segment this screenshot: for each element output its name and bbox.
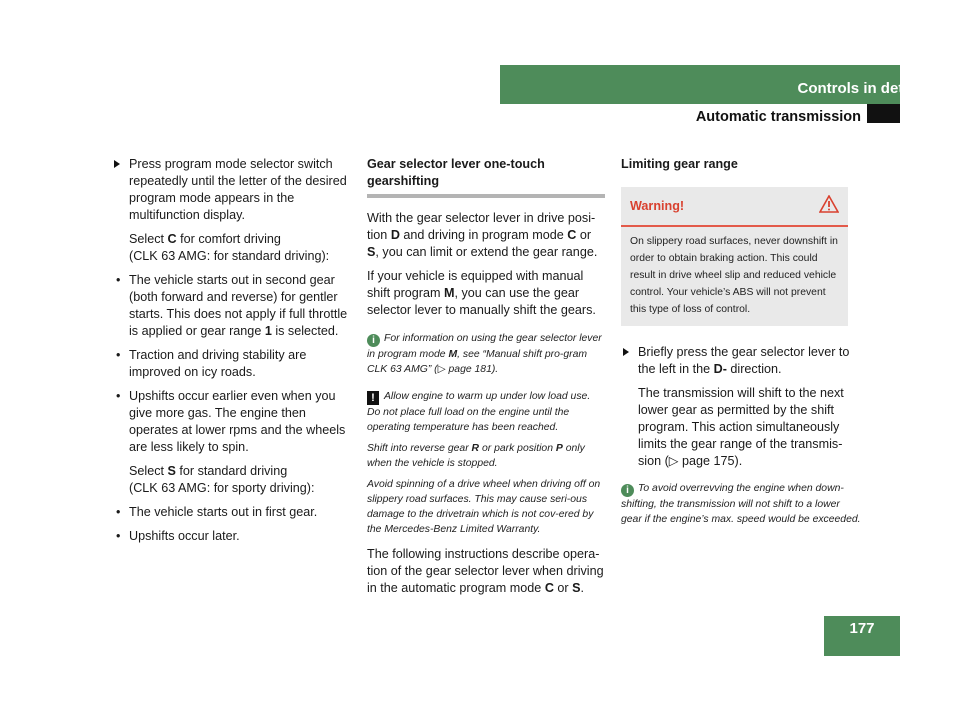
section-title: Controls in detail	[797, 80, 920, 97]
warning-box	[621, 187, 848, 326]
column-3	[621, 156, 861, 533]
paragraph: If your vehicle is equipped with manual shift program M, you can use the gear selector lever to manually shift the gears.	[367, 269, 596, 317]
list-item: • Upshifts occur later.	[116, 529, 240, 543]
info-icon: i	[367, 334, 380, 347]
warning-triangle-icon	[819, 195, 839, 213]
paragraph: The transmission will shift to the next lower gear as permitted by the shift program. This action simultaneously limits the gear range of the transmis-sion (▷ page 175).	[638, 386, 844, 468]
page-number: 177	[824, 616, 900, 656]
column-1	[112, 156, 352, 552]
subsection-title: Automatic transmission	[695, 109, 861, 125]
select-c-line: Select C for comfort driving (CLK 63 AMG: for standard driving):	[129, 232, 330, 263]
select-s-line: Select S for standard driving (CLK 63 AMG: for sporty driving):	[129, 464, 315, 495]
step-limit-gear: Briefly press the gear selector lever to the left in the D- direction.	[621, 344, 861, 378]
step-select-program: Press program mode selector switch repeatedly until the letter of the desired program mode appears in the multifunction display.	[112, 156, 352, 224]
exclamation-icon: !	[367, 391, 379, 405]
heading-rule	[367, 194, 605, 198]
paragraph: The following instructions describe opera-tion of the gear selector lever when driving in the automatic program mode C or S.	[367, 547, 604, 595]
list-item: • The vehicle starts out in second gear (both forward and reverse) for gentler starts. This does not apply if full throttle is applied or gear range 1 is selected.	[116, 273, 348, 338]
warning-title: Warning!	[630, 199, 685, 213]
warning-header	[621, 187, 848, 227]
arrow-icon	[114, 160, 120, 168]
section-heading: Limiting gear range	[621, 157, 738, 171]
info-note: i For information on using the gear selector lever in program mode M, see “Manual shift pro-gram CLK 63 AMG” (▷ page 181).	[367, 333, 602, 375]
list-item: • Upshifts occur earlier even when you give more gas. The engine then operates at lower rpms and the wheels are less likely to spin.	[116, 389, 346, 454]
caution-note: ! Allow engine to warm up under low load use. Do not place full load on the engine until the operating temperature has been reached.	[367, 391, 591, 433]
section-heading: Gear selector lever one-touch gearshifting	[367, 157, 545, 188]
column-2	[367, 156, 605, 604]
list-item: • Traction and driving stability are improved on icy roads.	[116, 348, 307, 379]
info-note: i To avoid overrevving the engine when down-shifting, the transmission will not shift to a lower gear if the engine’s max. speed would be exceeded.	[621, 483, 861, 525]
warning-text: On slippery road surfaces, never downshift in order to obtain braking action. This could result in drive wheel slip and reduced vehicle control. Your vehicle’s ABS will not prevent this type of loss of control.	[630, 236, 838, 315]
header-marker	[867, 104, 900, 123]
caution-note: Shift into reverse gear R or park position P only when the vehicle is stopped.	[367, 443, 585, 469]
info-icon: i	[621, 484, 634, 497]
list-item: • The vehicle starts out in first gear.	[116, 505, 318, 519]
caution-note: Avoid spinning of a drive wheel when driving off on slippery road surfaces. This may cause seri-ous damage to the drivetrain which is not cov-ered by the Mercedes-Benz Limited Warranty.	[367, 479, 601, 535]
paragraph: With the gear selector lever in drive posi-tion D and driving in program mode C or S, you can limit or extend the gear range.	[367, 211, 598, 259]
arrow-icon	[623, 348, 629, 356]
